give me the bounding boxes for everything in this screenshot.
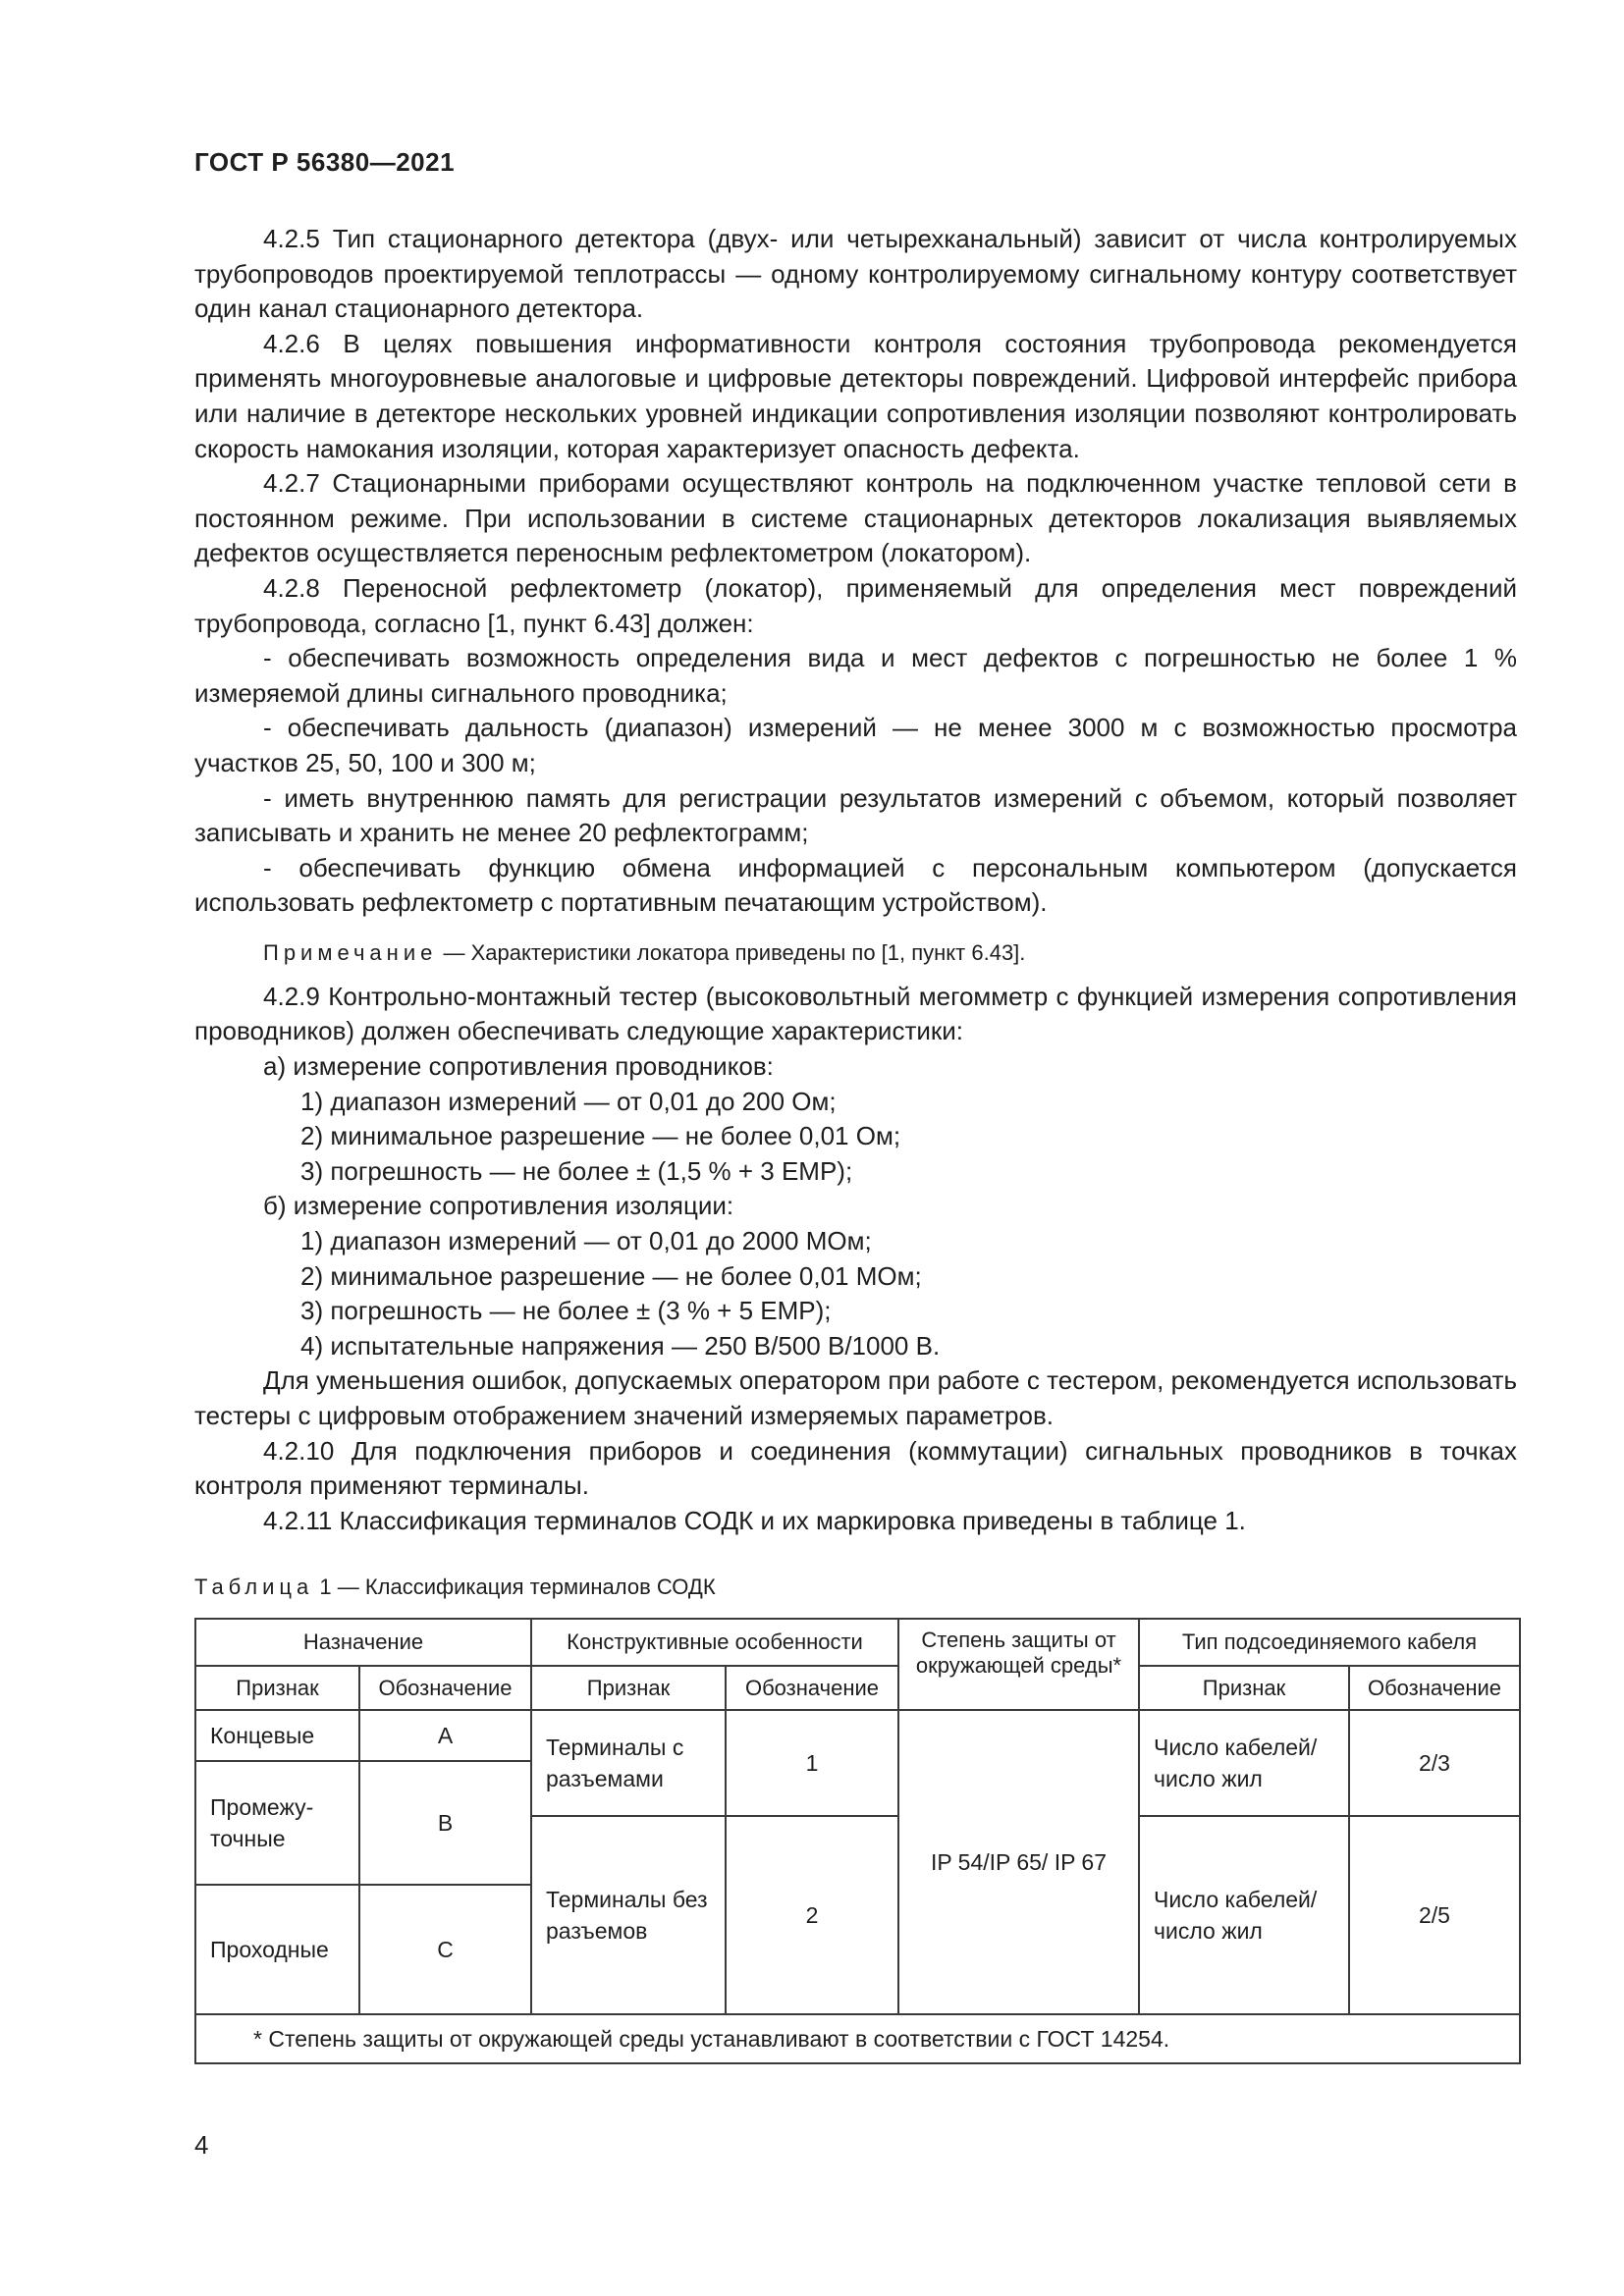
cell-protection: IP 54/IP 65/ IP 67	[898, 1710, 1139, 2014]
paragraph-4-2-9: 4.2.9 Контрольно-монтажный тестер (высоковольтный мегомметр с функцией измерения сопротивления проводников) должен обеспечивать следующие характеристики:	[194, 981, 1517, 1046]
paragraph-4-2-8: 4.2.8 Переносной рефлектометр (локатор), применяемый для определения мест повреждений трубопровода, согласно [1, пункт 6.43] должен:	[194, 572, 1517, 638]
list-item: 3) погрешность — не более ± (3 % + 5 ЕМР);	[300, 1296, 832, 1326]
subheader-designation: Обозначение	[1349, 1666, 1520, 1710]
header-purpose: Назначение	[195, 1619, 531, 1666]
cell-code: А	[359, 1710, 531, 1761]
cell-design-code: 2	[726, 1816, 898, 2014]
cell-cable-code: 2/5	[1349, 1816, 1520, 2014]
paragraph-4-2-10: 4.2.10 Для подключения приборов и соединения (коммутации) сигнальных проводников в точках контроля применяют терминалы.	[194, 1435, 1517, 1501]
list-item: 2) минимальное разрешение — не более 0,01 Ом;	[300, 1121, 901, 1151]
cell-feature: Концевые	[195, 1710, 359, 1761]
paragraph-4-2-11: 4.2.11 Классификация терминалов СОДК и их маркировка приведены в таблице 1.	[263, 1505, 1246, 1535]
document-header: ГОСТ Р 56380—2021	[194, 147, 456, 177]
classification-table	[194, 1618, 1521, 2064]
note	[194, 938, 1517, 968]
paragraph-4-2-7: 4.2.7 Стационарными приборами осуществляют контроль на подключенном участке тепловой сети в постоянном режиме. При использовании в системе стационарных детекторов локализация выявляемых дефектов осуществляется переносным рефлектометром (локатором).	[194, 468, 1517, 568]
table-caption-label: Таблица	[194, 1575, 314, 1599]
subheader-feature: Признак	[531, 1666, 726, 1710]
list-item: 4) испытательные напряжения — 250 В/500 В/1000 В.	[300, 1330, 941, 1361]
cell-design-code: 1	[726, 1710, 898, 1816]
list-item: 1) диапазон измерений — от 0,01 до 200 Ом;	[300, 1086, 837, 1116]
list-item-a: а) измерение сопротивления проводников:	[263, 1051, 774, 1082]
table-caption	[194, 1575, 716, 1600]
list-item: 1) диапазон измерений — от 0,01 до 2000 МОм;	[300, 1226, 872, 1256]
list-item: 2) минимальное разрешение — не более 0,01 МОм;	[300, 1260, 922, 1291]
list-item: 3) погрешность — не более ± (1,5 % + 3 ЕМР);	[300, 1155, 853, 1186]
list-item-b: б) измерение сопротивления изоляции:	[263, 1191, 734, 1221]
cell-code: В	[359, 1761, 531, 1885]
cell-design-feature: Терминалы без разъемов	[531, 1816, 726, 2014]
table-row	[195, 1710, 1520, 1761]
list-item: - иметь внутреннюю память для регистрации результатов измерений с объемом, который позволяет записывать и хранить не менее 20 рефлектограмм;	[194, 782, 1517, 848]
table-subheader-row	[195, 1666, 1520, 1710]
header-protection: Степень защиты от окружающей среды*	[898, 1619, 1139, 1710]
list-item: - обеспечивать функцию обмена информацией с персональным компьютером (допускается использовать рефлектометр с портативным печатающим устройством).	[194, 852, 1517, 918]
table-footnote: * Степень защиты от окружающей среды устанавливают в соответствии с ГОСТ 14254.	[195, 2014, 1520, 2063]
body-text	[194, 222, 1517, 1538]
subheader-feature: Признак	[195, 1666, 359, 1710]
list-item: - обеспечивать возможность определения вида и мест дефектов с погрешностью не более 1 % измеряемой длины сигнального проводника;	[194, 643, 1517, 708]
table-caption-text: 1 — Классификация терминалов СОДК	[313, 1575, 716, 1599]
cell-design-feature: Терминалы с разъемами	[531, 1710, 726, 1816]
subheader-designation: Обозначение	[726, 1666, 898, 1710]
header-design: Конструктивные особенности	[531, 1619, 898, 1666]
table-footnote-row	[195, 2014, 1520, 2063]
header-cable: Тип подсоединяемого кабеля	[1139, 1619, 1520, 1666]
cell-feature: Промежу-точные	[195, 1761, 359, 1885]
cell-cable-feature: Число кабелей/ число жил	[1139, 1816, 1349, 2014]
note-label: Примечание	[263, 939, 438, 965]
subheader-designation: Обозначение	[359, 1666, 531, 1710]
page-number: 4	[194, 2130, 209, 2160]
note-text: — Характеристики локатора приведены по [1, пункт 6.43].	[437, 939, 1026, 965]
table-header-row	[195, 1619, 1520, 1666]
paragraph-4-2-6: 4.2.6 В целях повышения информативности контроля состояния трубопровода рекомендуется применять многоуровневые аналоговые и цифровые детекторы повреждений. Цифровой интерфейс прибора или наличие в детекторе нескольких уровней индикации сопротивления изоляции позволяют контролировать скорость намокания изоляции, которая характеризует опасность дефекта.	[194, 328, 1517, 463]
paragraph-4-2-9-end: Для уменьшения ошибок, допускаемых оператором при работе с тестером, рекомендуется использовать тестеры с цифровым отображением значений измеряемых параметров.	[194, 1365, 1517, 1430]
cell-feature: Проходные	[195, 1885, 359, 2014]
cell-code: С	[359, 1885, 531, 2014]
cell-cable-feature: Число кабелей/ число жил	[1139, 1710, 1349, 1816]
cell-cable-code: 2/3	[1349, 1710, 1520, 1816]
subheader-feature: Признак	[1139, 1666, 1349, 1710]
paragraph-4-2-5: 4.2.5 Тип стационарного детектора (двух- или четырехканальный) зависит от числа контролируемых трубопроводов проектируемой теплотрассы — одному контролируемому сигнальному контуру соответствует один канал стационарного детектора.	[194, 224, 1517, 324]
list-item: - обеспечивать дальность (диапазон) измерений — не менее 3000 м с возможностью просмотра участков 25, 50, 100 и 300 м;	[194, 713, 1517, 777]
